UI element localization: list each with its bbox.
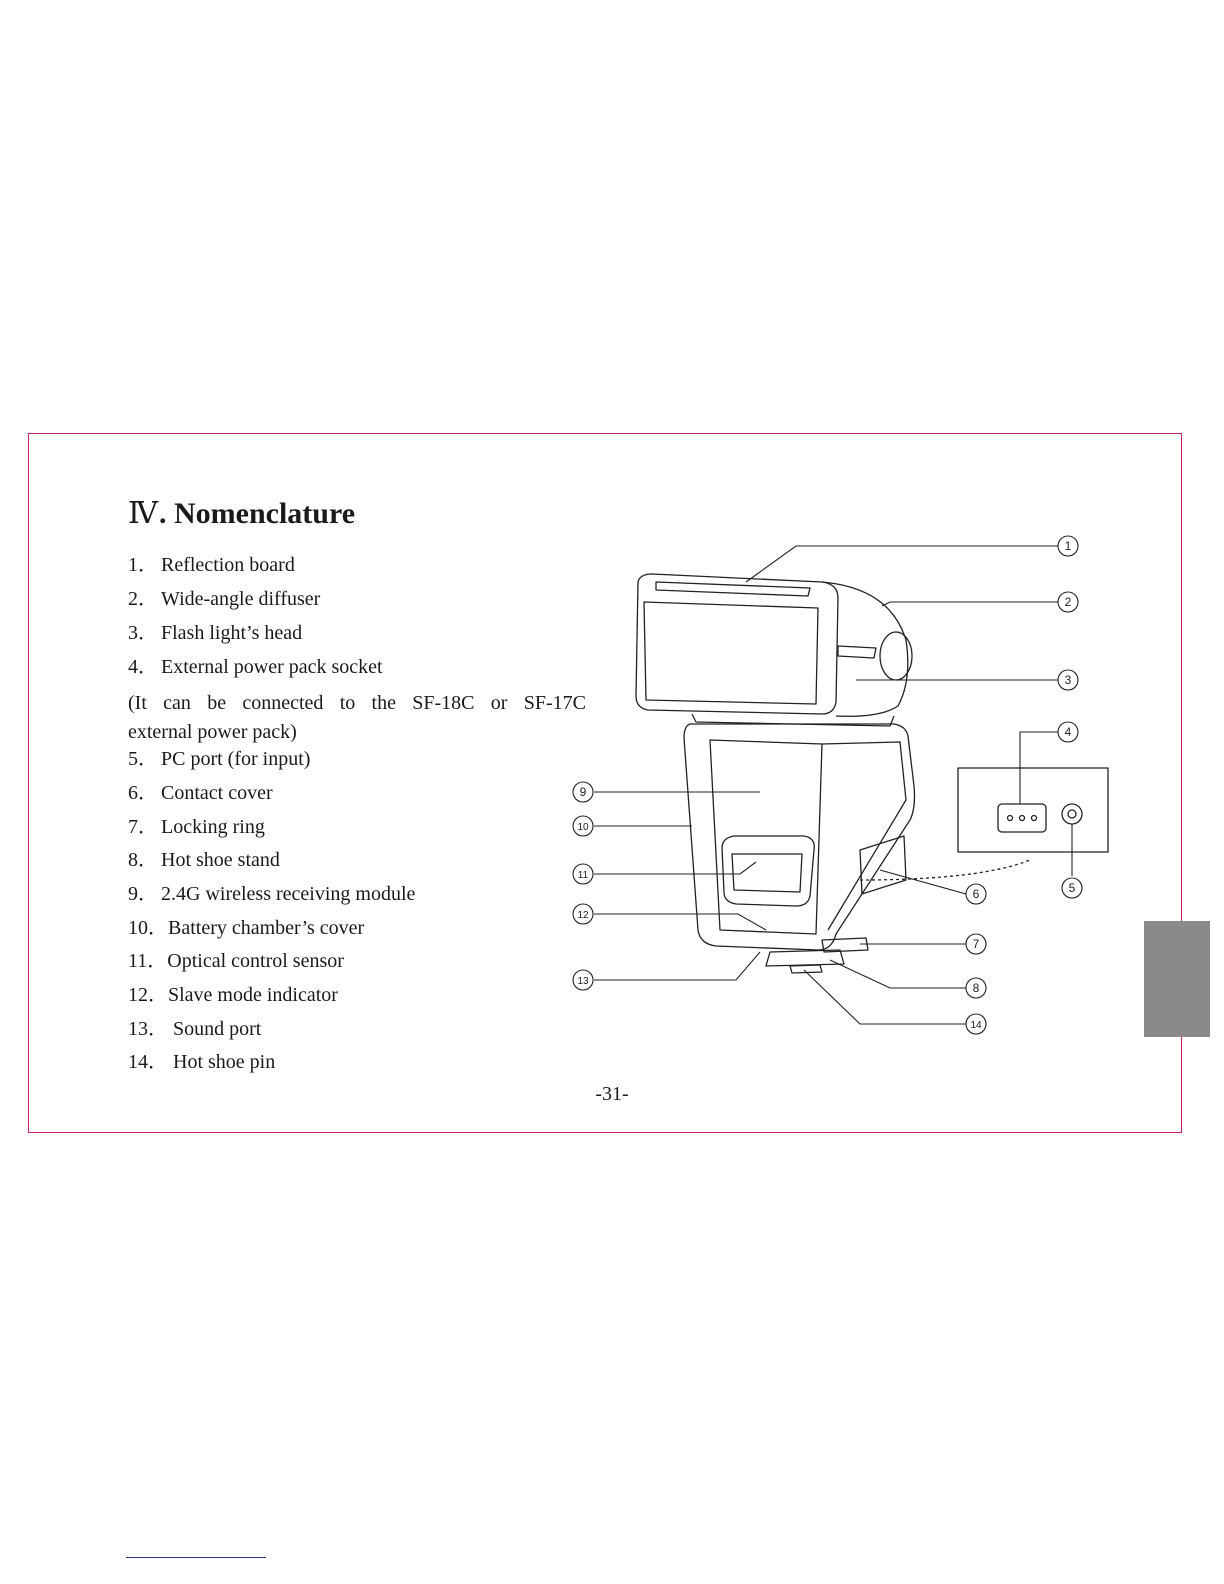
sensor-inner — [732, 854, 802, 892]
item-label: 2.4G wireless receiving module — [161, 883, 416, 905]
flash-body-outline — [684, 724, 915, 950]
item-label: Slave mode indicator — [168, 984, 338, 1006]
diffuser-panel — [644, 602, 818, 704]
list-item — [128, 848, 280, 872]
list-item — [128, 916, 364, 940]
item-number: 10． — [128, 917, 168, 939]
item-number: 11． — [128, 950, 168, 972]
callout-1: 1 — [1064, 539, 1072, 553]
list-item — [128, 587, 320, 611]
item-number: 12． — [128, 984, 168, 1006]
item-label: Reflection board — [161, 554, 295, 576]
page-number: -31- — [595, 1083, 629, 1105]
callout-10: 10 — [577, 822, 589, 833]
item-number: 4． — [128, 656, 158, 678]
list-item — [128, 949, 344, 973]
item-label: Contact cover — [161, 782, 273, 804]
list-item — [128, 655, 383, 679]
item-number: 13． — [128, 1018, 168, 1040]
list-item — [128, 1017, 261, 1041]
power-pack-note — [128, 689, 586, 747]
item-label: PC port (for input) — [161, 748, 311, 770]
callout-5: 5 — [1068, 881, 1076, 895]
section-title: . Nomenclature — [158, 497, 356, 530]
note-line-1: (It can be connected to the SF-18C or SF-17C — [128, 692, 586, 714]
connector-inset — [958, 768, 1108, 852]
list-item — [128, 747, 310, 771]
callout-12: 12 — [577, 910, 589, 921]
item-label: Hot shoe pin — [168, 1051, 276, 1073]
head-slot — [838, 646, 876, 658]
item-label: Locking ring — [161, 816, 265, 838]
list-item — [128, 1050, 275, 1074]
pc-port — [1062, 804, 1082, 824]
item-label: Optical control sensor — [167, 950, 344, 972]
item-number: 3． — [128, 622, 158, 644]
item-number: 5． — [128, 748, 158, 770]
item-number: 2． — [128, 588, 158, 610]
list-item — [128, 621, 302, 645]
callout-8: 8 — [972, 981, 980, 995]
section-roman-numeral: Ⅳ — [128, 497, 159, 530]
callout-13: 13 — [577, 976, 589, 987]
item-number: 14． — [128, 1051, 168, 1073]
reflection-board — [656, 582, 810, 596]
item-label: Sound port — [168, 1018, 262, 1040]
power-pack-socket — [998, 804, 1046, 832]
item-label: Flash light’s head — [161, 622, 303, 644]
callout-7: 7 — [972, 937, 980, 951]
item-number: 6． — [128, 782, 158, 804]
flash-unit-diagram — [560, 530, 1120, 1050]
list-item — [128, 815, 265, 839]
list-item — [128, 781, 273, 805]
item-label: Wide-angle diffuser — [161, 588, 321, 610]
callout-9: 9 — [579, 785, 587, 799]
list-item — [128, 983, 338, 1007]
hot-shoe-stand — [766, 950, 844, 966]
item-number: 7． — [128, 816, 158, 838]
item-label: Hot shoe stand — [161, 849, 280, 871]
item-label: External power pack socket — [161, 656, 383, 678]
item-label: Battery chamber’s cover — [168, 917, 365, 939]
callout-14: 14 — [970, 1020, 982, 1031]
item-number: 1． — [128, 554, 158, 576]
item-number: 9． — [128, 883, 158, 905]
body-side-panel — [822, 742, 906, 930]
callout-4: 4 — [1064, 725, 1072, 739]
callout-11: 11 — [577, 870, 589, 881]
section-heading — [128, 496, 355, 531]
chapter-tab-marker — [1144, 921, 1210, 1037]
callout-6: 6 — [972, 887, 980, 901]
list-item — [128, 882, 415, 906]
footer-rule — [126, 1557, 266, 1558]
note-line-2: external power pack) — [128, 721, 297, 743]
list-item — [128, 553, 295, 577]
item-number: 8． — [128, 849, 158, 871]
sensor-window — [722, 836, 814, 906]
callout-3: 3 — [1064, 673, 1072, 687]
callout-2: 2 — [1064, 595, 1072, 609]
